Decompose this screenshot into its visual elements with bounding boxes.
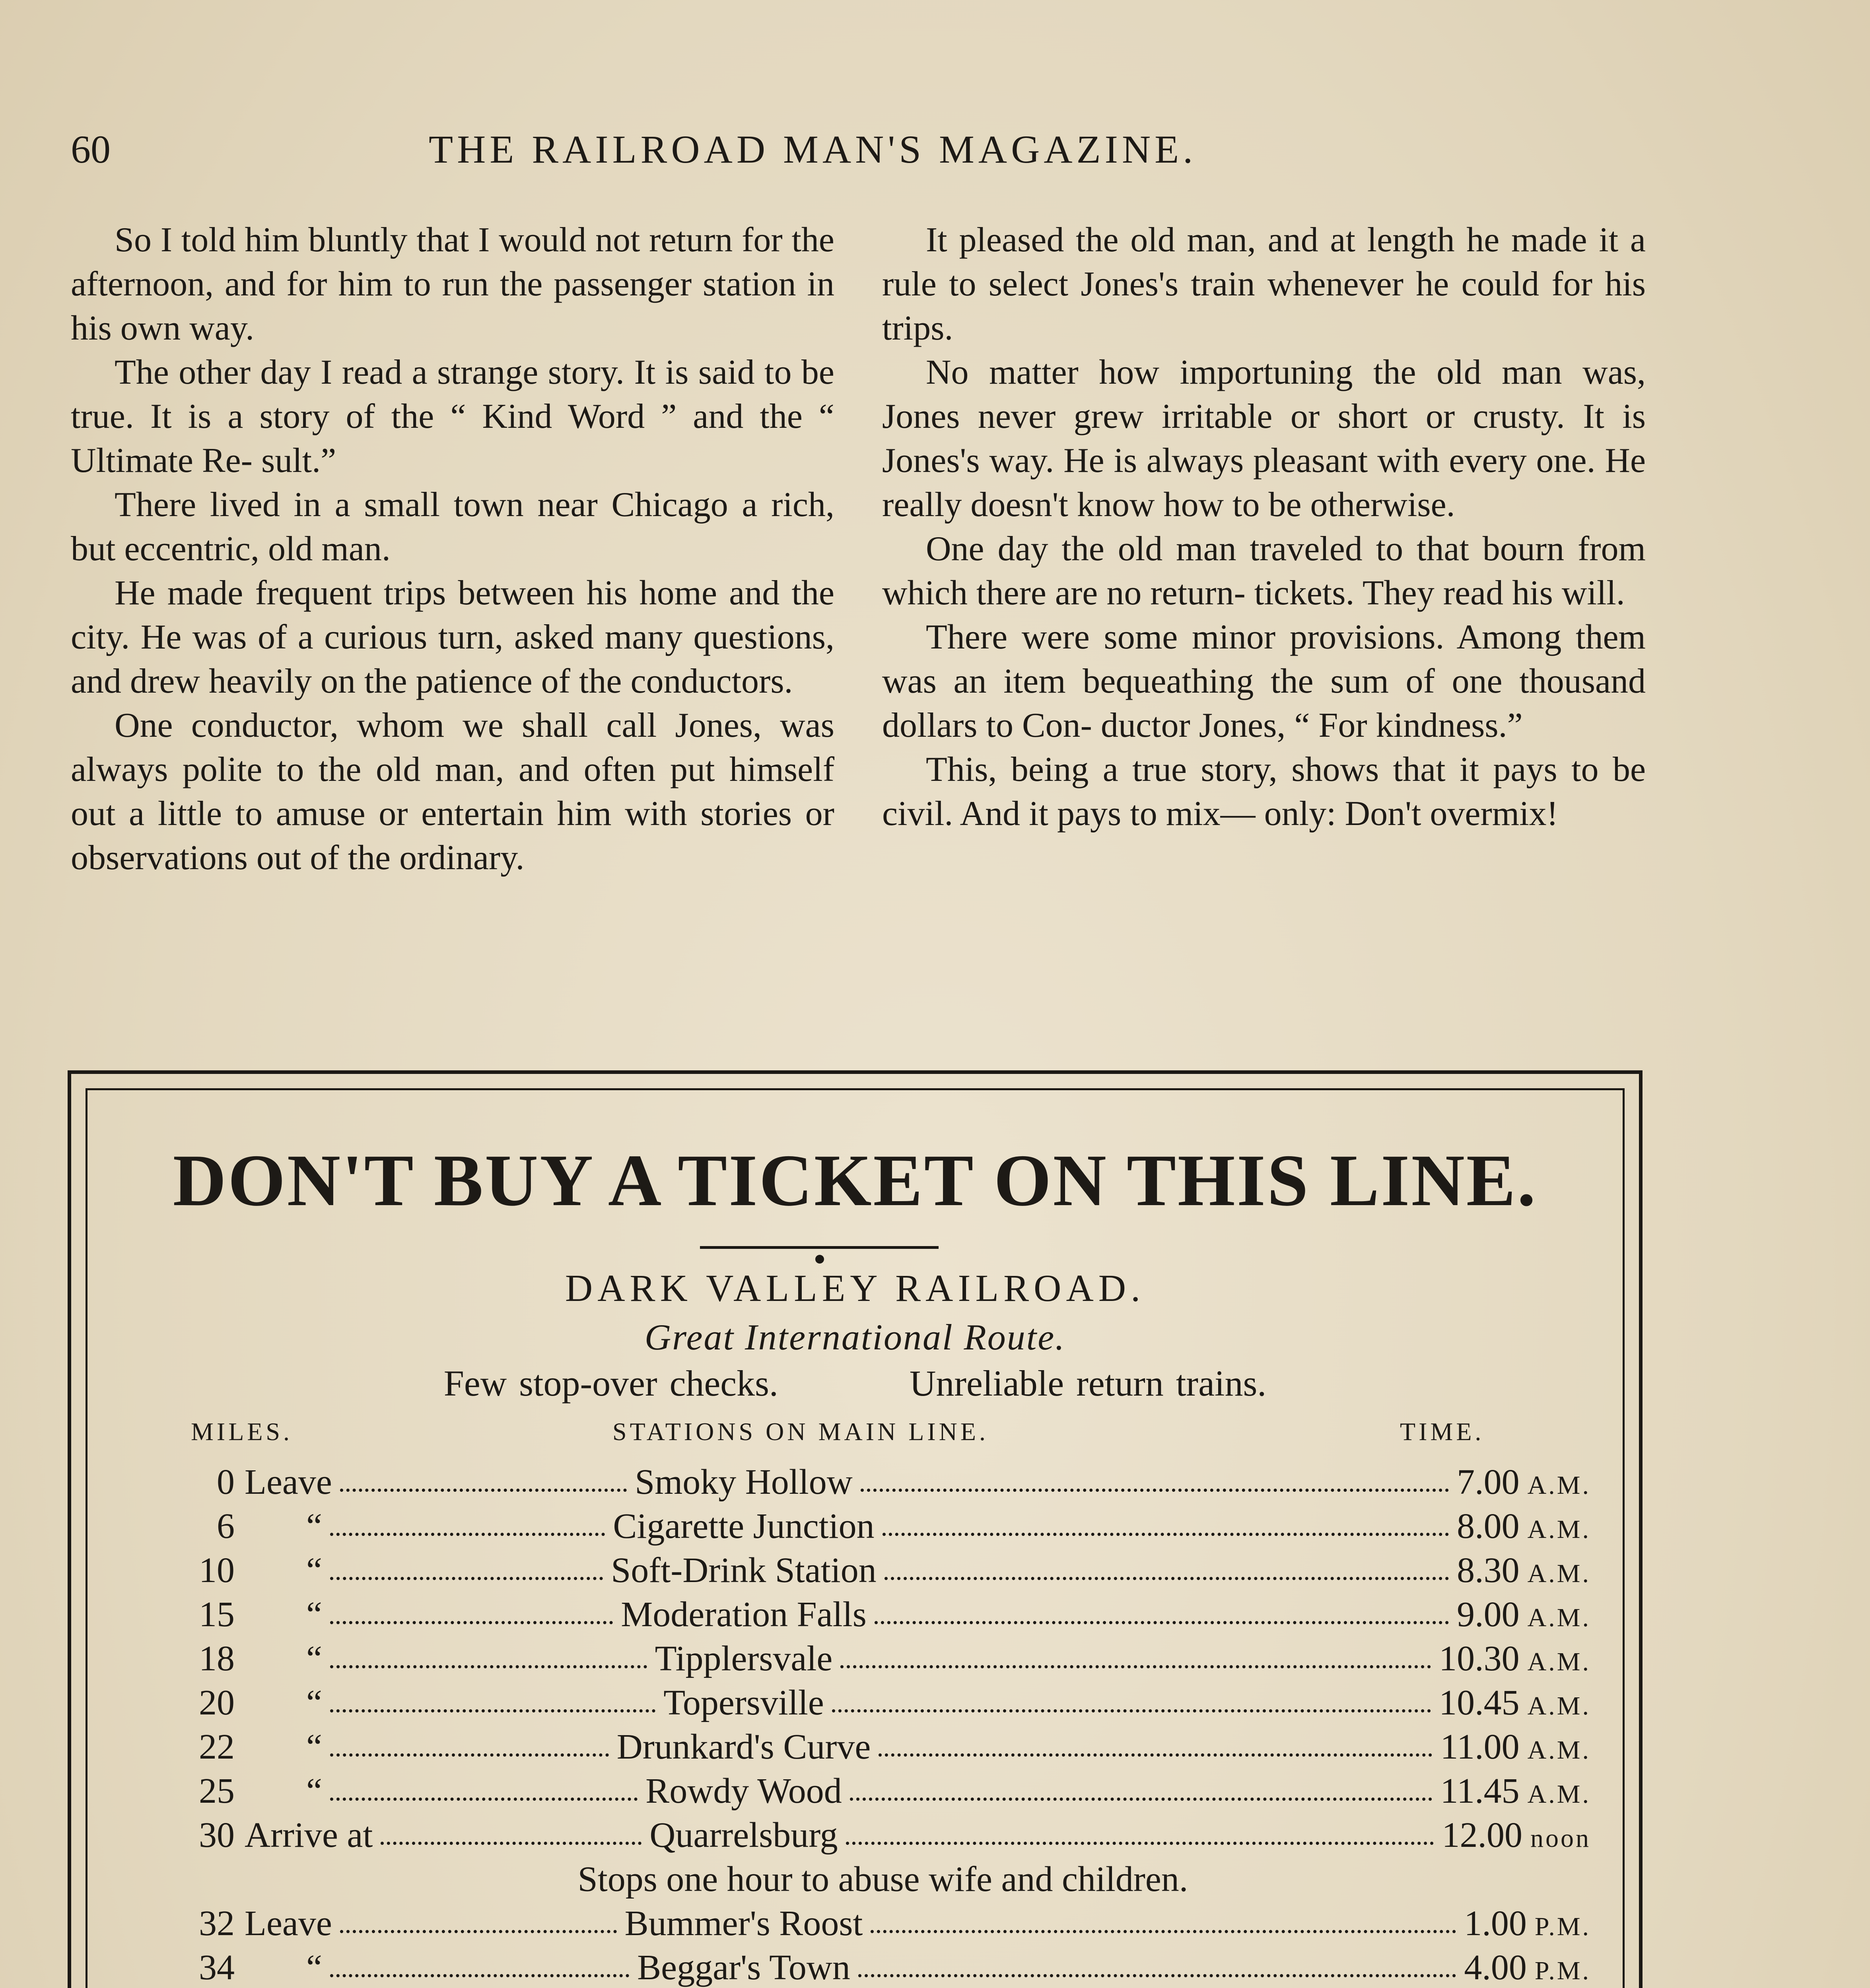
row-time xyxy=(1457,1548,1591,1596)
row-action: “ xyxy=(306,1948,322,1987)
row-action: Leave xyxy=(245,1462,332,1502)
row-miles: 34 xyxy=(199,1948,235,1987)
row-time xyxy=(1439,1681,1591,1728)
row-time-value: 10.30 xyxy=(1439,1639,1520,1678)
row-time-period: P.M. xyxy=(1534,1956,1591,1985)
article-left-column xyxy=(71,218,834,880)
leader-dots xyxy=(840,1665,1431,1668)
article-paragraph: One day the old man traveled to that bourn from which there are no return- tickets. They read his will. xyxy=(882,530,1646,612)
leader-dots xyxy=(875,1621,1449,1624)
column-header-time: TIME. xyxy=(1400,1417,1485,1446)
timetable xyxy=(175,1460,1591,1988)
row-time-value: 1.00 xyxy=(1464,1904,1527,1943)
timetable-row xyxy=(175,1460,1591,1504)
rule-dot-ornament xyxy=(815,1255,824,1264)
timetable-row xyxy=(175,1681,1591,1725)
row-station: Rowdy Wood xyxy=(645,1771,842,1811)
timetable-row xyxy=(175,1769,1591,1813)
row-time xyxy=(1440,1769,1591,1816)
leader-dots xyxy=(883,1533,1449,1536)
row-miles: 25 xyxy=(199,1771,235,1811)
row-time-value: 9.00 xyxy=(1457,1595,1520,1634)
leader-dots xyxy=(340,1489,627,1492)
row-action: Arrive at xyxy=(245,1815,373,1855)
row-station: Drunkard's Curve xyxy=(616,1727,871,1767)
row-time xyxy=(1457,1592,1591,1640)
row-time-period: noon xyxy=(1530,1824,1591,1853)
row-action: “ xyxy=(306,1595,322,1634)
row-time-period: A.M. xyxy=(1527,1691,1591,1720)
timetable-row xyxy=(175,1725,1591,1769)
stop-note: Stops one hour to abuse wife and children. xyxy=(577,1860,1188,1899)
row-time-period: A.M. xyxy=(1527,1603,1591,1632)
row-miles: 22 xyxy=(199,1727,235,1767)
timetable-row xyxy=(175,1813,1591,1857)
row-time-value: 12.00 xyxy=(1442,1815,1522,1855)
leader-dots xyxy=(884,1577,1449,1580)
row-station: Quarrelsburg xyxy=(649,1815,838,1855)
row-action: “ xyxy=(306,1639,322,1678)
row-station: Topersville xyxy=(663,1683,824,1722)
row-time-value: 11.00 xyxy=(1440,1727,1520,1767)
timetable-row xyxy=(175,1592,1591,1637)
column-header-stations: STATIONS ON MAIN LINE. xyxy=(612,1417,989,1446)
row-action: “ xyxy=(306,1683,322,1722)
row-time xyxy=(1439,1637,1591,1684)
leader-dots xyxy=(330,1533,605,1536)
row-time-value: 8.00 xyxy=(1457,1507,1520,1546)
row-time-period: A.M. xyxy=(1527,1780,1591,1809)
leader-dots xyxy=(330,1753,609,1757)
row-action: Leave xyxy=(245,1904,332,1943)
row-time-period: A.M. xyxy=(1527,1515,1591,1544)
leader-dots xyxy=(330,1974,629,1977)
row-miles: 18 xyxy=(199,1639,235,1678)
railroad-name: DARK VALLEY RAILROAD. xyxy=(565,1267,1145,1309)
leader-dots xyxy=(879,1753,1432,1757)
leader-dots xyxy=(330,1621,613,1624)
row-station: Soft-Drink Station xyxy=(611,1551,877,1590)
row-time xyxy=(1440,1725,1591,1772)
page-number: 60 xyxy=(71,127,111,171)
leader-dots xyxy=(861,1489,1449,1492)
row-time-value: 8.30 xyxy=(1457,1551,1520,1590)
leader-dots xyxy=(850,1798,1433,1801)
leader-dots xyxy=(330,1665,647,1668)
row-station: Tipplersvale xyxy=(655,1639,833,1678)
row-time xyxy=(1457,1504,1591,1551)
article-paragraph: So I told him bluntly that I would not return for the afternoon, and for him to run the passenger station in his own way. xyxy=(71,221,834,348)
row-miles: 10 xyxy=(199,1551,235,1590)
stopover-note: Few stop-over checks. xyxy=(443,1363,778,1404)
row-time-period: A.M. xyxy=(1527,1471,1591,1500)
running-title: THE RAILROAD MAN'S MAGAZINE. xyxy=(429,127,1197,171)
route-subtitle: Great International Route. xyxy=(644,1317,1066,1357)
row-miles: 30 xyxy=(199,1815,235,1855)
timetable-row xyxy=(175,1637,1591,1681)
article-paragraph: There were some minor provisions. Among them was an item bequeathing the sum of one thousand dollars to Con- ductor Jones, “ For kindness.” xyxy=(882,618,1646,745)
advertisement-inner-border xyxy=(86,1088,1625,1988)
row-time xyxy=(1464,1901,1591,1949)
row-time-period: P.M. xyxy=(1534,1912,1591,1941)
leader-dots xyxy=(858,1974,1456,1977)
row-time-value: 7.00 xyxy=(1457,1462,1520,1502)
column-header-miles: MILES. xyxy=(191,1417,293,1446)
leader-dots xyxy=(330,1709,655,1712)
leader-dots xyxy=(846,1842,1434,1845)
row-station: Beggar's Town xyxy=(637,1948,850,1987)
row-miles: 32 xyxy=(199,1904,235,1943)
page-header xyxy=(71,126,1693,178)
article-paragraph: One conductor, whom we shall call Jones, was always polite to the old man, and often put himself out a little to amuse or entertain him with stories or observations out of the ordinary. xyxy=(71,706,834,877)
article-paragraph: This, being a true story, shows that it pays to be civil. And it pays to mix— only: Don't overmix! xyxy=(882,750,1646,833)
row-time xyxy=(1464,1945,1591,1988)
row-station: Moderation Falls xyxy=(621,1595,867,1634)
row-time-period: A.M. xyxy=(1527,1736,1591,1765)
leader-dots xyxy=(832,1709,1431,1712)
article-paragraph: No matter how importuning the old man was, Jones never grew irritable or short or crusty. It is Jones's way. He is always pleasant with every one. He really doesn't know how to be otherwise. xyxy=(882,353,1646,524)
timetable-row xyxy=(175,1548,1591,1592)
article-paragraph: He made frequent trips between his home and the city. He was of a curious turn, asked many questions, and drew heavily on the patience of the conductors. xyxy=(71,574,834,701)
row-action: “ xyxy=(306,1551,322,1590)
article-right-column xyxy=(882,218,1646,836)
leader-dots xyxy=(330,1577,603,1580)
row-time-value: 11.45 xyxy=(1440,1771,1520,1811)
row-station: Bummer's Roost xyxy=(624,1904,863,1943)
timetable-row xyxy=(175,1945,1591,1988)
article-paragraph: There lived in a small town near Chicago a rich, but eccentric, old man. xyxy=(71,485,834,568)
leader-dots xyxy=(340,1930,617,1933)
advertisement-box xyxy=(68,1070,1643,1988)
row-time xyxy=(1457,1460,1591,1507)
row-time-period: A.M. xyxy=(1527,1647,1591,1676)
row-action: “ xyxy=(306,1727,322,1767)
row-action: “ xyxy=(306,1507,322,1546)
article-paragraph: It pleased the old man, and at length he made it a rule to select Jones's train whenever he could for his trips. xyxy=(882,221,1646,348)
return-note: Unreliable return trains. xyxy=(909,1363,1267,1404)
row-miles: 15 xyxy=(199,1595,235,1634)
ad-headline: DON'T BUY A TICKET ON THIS LINE. xyxy=(173,1140,1538,1221)
leader-dots xyxy=(871,1930,1456,1933)
row-time-value: 4.00 xyxy=(1464,1948,1527,1987)
headline-rule xyxy=(700,1246,939,1249)
leader-dots xyxy=(330,1798,638,1801)
row-miles: 6 xyxy=(217,1507,235,1546)
row-station: Cigarette Junction xyxy=(613,1507,875,1546)
row-action: “ xyxy=(306,1771,322,1811)
article-paragraph: The other day I read a strange story. It is said to be true. It is a story of the “ Kind Word ” and the “ Ultimate Re- sult.” xyxy=(71,353,834,480)
timetable-row xyxy=(175,1504,1591,1548)
leader-dots xyxy=(381,1842,641,1845)
row-time xyxy=(1442,1813,1591,1860)
timetable-row xyxy=(175,1901,1591,1945)
row-miles: 0 xyxy=(217,1462,235,1502)
service-notes xyxy=(87,1362,1623,1404)
row-time-period: A.M. xyxy=(1527,1559,1591,1588)
row-station: Smoky Hollow xyxy=(635,1462,853,1502)
row-time-value: 10.45 xyxy=(1439,1683,1520,1722)
row-miles: 20 xyxy=(199,1683,235,1722)
